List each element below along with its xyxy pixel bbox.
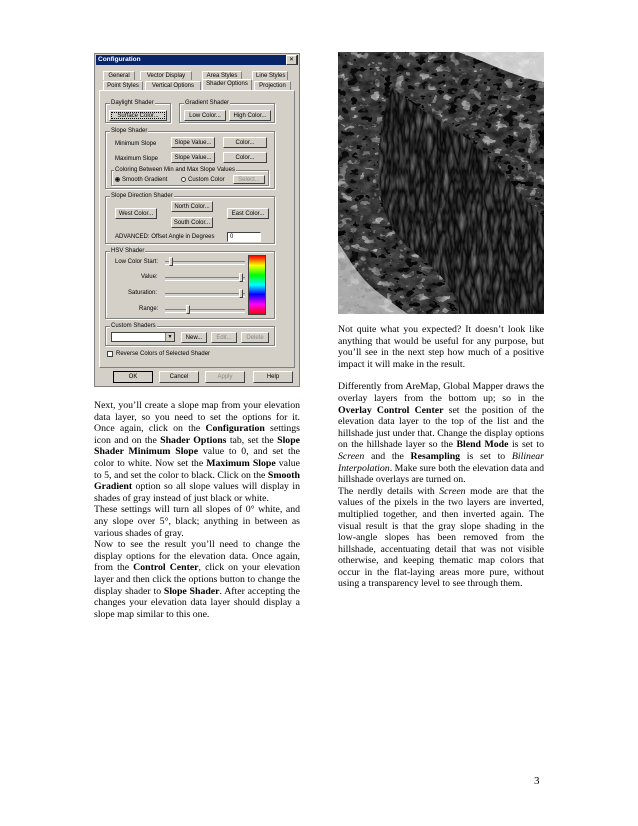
- text-run: Now to see the result you’ll need to change the display options for the elevation data. Once again, from the: [94, 539, 300, 574]
- low-color-button[interactable]: Low Color...: [184, 110, 226, 121]
- tab-shader-options[interactable]: Shader Options: [202, 79, 252, 90]
- value-label: Value:: [141, 274, 158, 280]
- custom-shaders-title: Custom Shaders: [111, 323, 156, 329]
- text-run: . Make sure both the elevation data and hillshade overlays are turned on.: [338, 462, 544, 486]
- left-column: [94, 400, 300, 620]
- tab-general[interactable]: General: [103, 71, 135, 80]
- high-color-button[interactable]: High Color...: [229, 110, 271, 121]
- coloring-title: Coloring Between Min and Max Slope Values: [115, 167, 235, 173]
- cancel-button[interactable]: Cancel: [159, 371, 199, 383]
- text-run: settings icon and on the: [94, 423, 300, 446]
- text-run: set the position of the elevation data layer to the top of the list and the hillshade just under that. Change the display options on the hillshade layer so the: [338, 404, 544, 451]
- right-paragraph-1: [338, 324, 544, 370]
- offset-angle-field[interactable]: 0: [227, 232, 261, 242]
- italic-term: Bilinear Interpolation: [338, 450, 544, 474]
- radio-unselected-icon: [181, 177, 186, 182]
- tab-vertical-options[interactable]: Vertical Options: [145, 81, 201, 90]
- slope-shader-title: Slope Shader: [111, 128, 148, 134]
- dialog-title: Configuration: [96, 55, 298, 65]
- text-run: , click on your elevation layer and then click the options button to change the display shader to: [94, 562, 300, 597]
- slope-map-image: [338, 52, 544, 314]
- text-run: value to 5, and set the color to black. Click on the: [94, 457, 300, 481]
- help-button[interactable]: Help: [253, 371, 293, 383]
- slope-direction-title: Slope Direction Shader: [111, 193, 173, 199]
- north-color-button[interactable]: North Color...: [171, 201, 213, 212]
- text-run: Not quite what you expected? It doesn’t look like anything that would be useful for any purpose, but you’ll see in the next step how much of a positive impact it will make in the result.: [338, 324, 544, 370]
- saturation-thumb[interactable]: [239, 289, 243, 298]
- left-paragraph-1: [94, 400, 300, 504]
- bold-term: Configuration: [205, 423, 265, 435]
- italic-term: Screen: [439, 485, 466, 497]
- text-run: option so all slope values will display in shades of gray instead of just black or white.: [94, 481, 300, 504]
- text-run: is set to: [460, 450, 512, 462]
- right-paragraph-3: [338, 486, 544, 590]
- low-color-start-thumb[interactable]: [169, 257, 173, 266]
- gradient-shader-title: Gradient Shader: [185, 100, 230, 106]
- text-run: Next, you’ll create a slope map from your elevation data layer, so you need to set the options for it. Once again, click on the: [94, 400, 300, 435]
- east-color-button[interactable]: East Color...: [227, 208, 269, 219]
- maximum-slope-label: Maximum Slope: [115, 156, 159, 162]
- south-color-button[interactable]: South Color...: [171, 217, 213, 228]
- offset-angle-label: ADVANCED: Offset Angle in Degrees: [115, 234, 215, 240]
- text-run: The nerdly details with: [338, 485, 440, 497]
- text-run: value to 0, and set the color to white. Now set the: [94, 446, 300, 469]
- reverse-colors-checkbox[interactable]: [107, 351, 113, 357]
- bold-term: Maximum Slope: [206, 457, 276, 469]
- daylight-shader-title: Daylight Shader: [111, 100, 154, 106]
- left-paragraph-2: [94, 504, 300, 539]
- low-color-start-label: Low Color Start:: [115, 259, 159, 265]
- bold-term: Overlay Control Center: [338, 404, 444, 416]
- bold-term: Resampling: [410, 450, 461, 462]
- max-slope-value-button[interactable]: Slope Value...: [171, 152, 215, 163]
- bold-term: Smooth Gradient: [94, 469, 300, 493]
- surface-color-button[interactable]: Surface Color...: [109, 110, 167, 121]
- text-run: is set to: [508, 439, 545, 451]
- text-run: Differently from AreMap, Global Mapper draws the overlay layers from the bottom up; so in the: [338, 381, 544, 404]
- bold-term: Slope Shader: [163, 585, 220, 597]
- hsv-shader-title: HSV Shader: [111, 248, 145, 254]
- west-color-button[interactable]: West Color...: [115, 208, 157, 219]
- edit-shader-button[interactable]: Edit...: [211, 332, 237, 343]
- text-run: . After accepting the changes your elevation data layer should display a slope map similar to this one.: [94, 585, 300, 620]
- text-run: tab, set the: [226, 434, 278, 446]
- reverse-colors-label: Reverse Colors of Selected Shader: [116, 351, 211, 357]
- text-run: These settings will turn all slopes of 0° white, and any slope over 5°, black; anything in between as various shades of gray.: [94, 504, 300, 539]
- text-run: and the: [364, 450, 411, 462]
- smooth-gradient-radio[interactable]: [115, 176, 167, 184]
- custom-color-radio[interactable]: [181, 176, 225, 184]
- bold-term: Blend Mode: [456, 439, 509, 451]
- bold-term: Slope Shader Minimum Slope: [94, 434, 300, 458]
- chevron-down-icon[interactable]: ▼: [165, 333, 174, 341]
- value-thumb[interactable]: [239, 273, 243, 282]
- tab-point-styles[interactable]: Point Styles: [103, 81, 143, 90]
- range-thumb[interactable]: [186, 305, 190, 314]
- minimum-slope-label: Minimum Slope: [115, 141, 157, 147]
- hsv-color-bar: [248, 255, 266, 315]
- min-slope-value-button[interactable]: Slope Value...: [171, 137, 215, 148]
- select-button[interactable]: Select...: [233, 175, 265, 184]
- right-column: [338, 324, 544, 590]
- delete-shader-button[interactable]: Delete: [241, 332, 269, 343]
- radio-selected-icon: [115, 177, 120, 182]
- apply-button[interactable]: Apply: [205, 371, 245, 383]
- ok-button[interactable]: OK: [113, 371, 153, 383]
- configuration-dialog: [94, 53, 300, 387]
- tab-area-styles[interactable]: Area Styles: [202, 71, 242, 80]
- bold-term: Control Center: [133, 562, 199, 574]
- min-slope-color-button[interactable]: Color...: [223, 137, 267, 148]
- slope-map-svg: [338, 52, 544, 314]
- tab-vector-display[interactable]: Vector Display: [140, 71, 192, 80]
- new-shader-button[interactable]: New...: [181, 332, 207, 343]
- italic-term: Screen: [338, 450, 365, 462]
- tab-projection[interactable]: Projection: [254, 81, 291, 90]
- close-icon[interactable]: ✕: [286, 55, 297, 65]
- custom-shader-select[interactable]: [111, 332, 175, 342]
- custom-color-label: Custom Color: [188, 177, 225, 183]
- text-run: mode are that the values of the pixels in the two layers are inverted, multiplied together, and then inverted again. The visual result is that the gray slope shading in the low-angle slopes has been removed from the hillshade, accentuating detail that was not visible otherwise, and keeping thematic map colors that occur in the flat-laying areas more pure, without using a transparency level to see through them.: [338, 485, 544, 590]
- value-slider[interactable]: [165, 277, 245, 281]
- range-label: Range:: [139, 306, 159, 312]
- smooth-gradient-label: Smooth Gradient: [122, 177, 168, 183]
- saturation-slider[interactable]: [165, 293, 245, 297]
- page-number: 3: [534, 775, 540, 787]
- left-paragraph-3: [94, 539, 300, 620]
- right-paragraph-2: [338, 381, 544, 485]
- max-slope-color-button[interactable]: Color...: [223, 152, 267, 163]
- saturation-label: Saturation:: [128, 290, 158, 296]
- range-slider[interactable]: [165, 309, 245, 313]
- tab-line-styles[interactable]: Line Styles: [252, 71, 288, 80]
- bold-term: Shader Options: [160, 434, 227, 446]
- low-color-start-slider[interactable]: [165, 261, 245, 265]
